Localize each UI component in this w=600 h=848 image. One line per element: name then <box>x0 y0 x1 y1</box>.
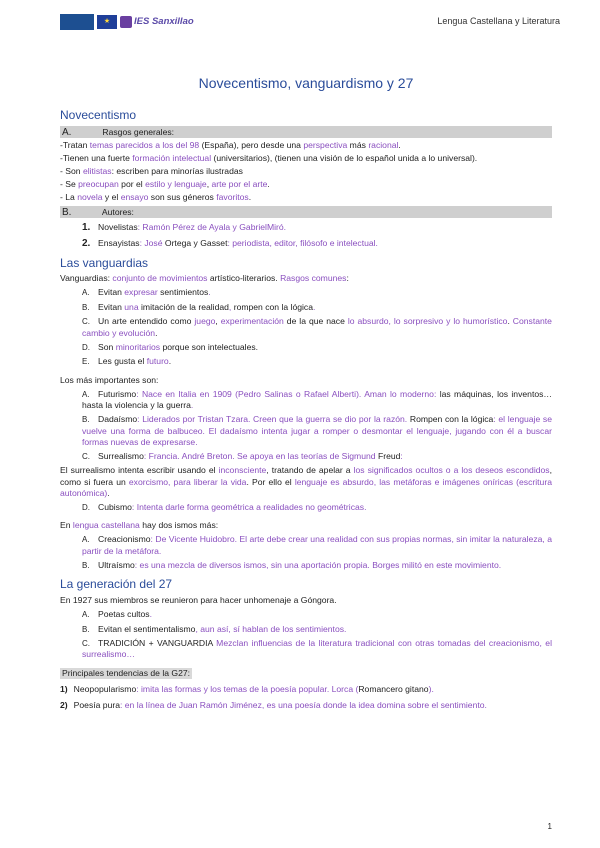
text-line <box>60 179 552 190</box>
plain-text: (España), pero desde una <box>199 139 304 150</box>
bar-letter: A. <box>62 126 72 138</box>
highlight-text: : Liderados por Tristan Tzara. Creen que la guerra se dio por la razón. <box>137 414 410 425</box>
plain-text: Ultraísmo <box>98 560 135 571</box>
plain-text: Vanguardias: <box>60 273 113 284</box>
highlight-text: formación intelectual <box>132 152 212 163</box>
tendencias-label: Principales tendencias de la G27: <box>62 667 191 678</box>
highlight-text: temas parecidos a los del 98 <box>89 139 200 150</box>
highlight-text: novela <box>77 192 103 203</box>
highlight-text: Constante cambio y evolución <box>82 316 552 338</box>
highlight-text: : periodista, editor, filósofo e intelectual. <box>227 237 378 248</box>
highlight-text: estilo y lenguaje <box>145 179 207 190</box>
plain-text: Ensayistas <box>98 237 140 248</box>
lettered-item <box>60 356 552 367</box>
subject-name: Lengua Castellana y Literatura <box>437 16 560 26</box>
plain-text: . <box>507 316 513 327</box>
item-marker: B. <box>82 624 90 634</box>
plain-text: Cubismo <box>98 501 132 512</box>
item-marker: 2) <box>60 699 68 710</box>
text-line <box>60 153 552 164</box>
plain-text: Creacionismo <box>98 534 151 545</box>
highlight-text: Rasgos comunes <box>280 273 347 284</box>
item-marker: D. <box>82 342 90 352</box>
plain-text: rompen con la lógica <box>233 301 314 312</box>
trend-item <box>60 684 552 695</box>
plain-text: de la que nace <box>283 316 348 327</box>
page-number: 1 <box>547 821 552 831</box>
highlight-text: expresar <box>121 287 161 298</box>
plain-text: El surrealismo intenta escribir usando el <box>60 465 219 476</box>
item-marker: A. <box>82 535 90 545</box>
highlight-text: : Intenta darle forma geométrica a realidades no geométricas. <box>131 501 367 512</box>
plain-text: Ortega y Gasset <box>164 237 228 248</box>
highlight-text: . <box>313 301 316 312</box>
lettered-item <box>60 638 552 661</box>
item-marker: 2. <box>82 237 91 249</box>
plain-text: - Son <box>60 166 83 177</box>
bar-letter: B. <box>62 206 72 218</box>
text-line <box>60 520 552 531</box>
plain-text: . <box>107 487 110 498</box>
plain-text: . <box>248 192 252 203</box>
plain-text: Freud <box>377 451 401 461</box>
highlight-text: : Ramón Pérez de Ayala y GabrielMiró. <box>137 221 287 232</box>
item-marker: A. <box>82 389 90 399</box>
page-title: Novecentismo, vanguardismo y 27 <box>198 75 414 91</box>
item-marker: C. <box>82 452 90 461</box>
highlight-text: : Nace en Italia en 1909 (Pedro Salinas o Rafael Alberti). Aman lo moderno: <box>136 388 440 399</box>
plain-text: Evitan <box>98 301 122 312</box>
highlight-text: minoritarios <box>115 341 161 352</box>
highlight-text: , <box>228 301 234 312</box>
bar-label: Rasgos generales: <box>102 126 175 137</box>
plain-text: , <box>215 316 221 327</box>
highlight-text: los significados ocultos o a los deseos escondidos <box>353 465 550 476</box>
plain-text: Romancero gitano <box>358 683 429 694</box>
highlight-text: juego <box>194 316 216 327</box>
plain-text: : <box>346 273 349 284</box>
numbered-item <box>60 221 552 234</box>
highlight-text: : es una mezcla de diversos ismos, sin una aportación propia. Borges militó en este movimiento. <box>134 560 502 571</box>
plain-text: Son <box>98 341 116 352</box>
highlight-text: perspectiva <box>303 139 348 150</box>
section-heading-generacion: La generación del 27 <box>60 577 173 592</box>
plain-text: -Tratan <box>60 139 90 150</box>
xunta-logo <box>60 14 94 30</box>
plain-text: Surrealismo <box>98 451 144 461</box>
plain-text: . <box>267 179 270 190</box>
item-marker: C. <box>82 638 90 648</box>
highlight-text: : De Vicente Huidobro. El arte debe crear una realidad con sus propias normas, sin imitar la naturaleza, a partir de la metáfora. <box>82 534 552 556</box>
eu-flag-icon: ★ <box>97 15 117 29</box>
highlight-text: exorcismo, para liberar la vida <box>128 476 247 487</box>
lettered-item <box>60 534 552 557</box>
item-marker: B. <box>82 415 90 425</box>
highlight-text: ). <box>428 683 434 694</box>
subheading-bar-b <box>60 206 552 218</box>
text-line <box>60 140 552 151</box>
subheading-bar-a <box>60 126 552 138</box>
plain-text: (universitarios), (tienen una visión de lo español unida a lo universal). <box>211 152 478 163</box>
trend-item <box>60 700 552 711</box>
plain-text: . <box>168 356 172 367</box>
highlight-text: lo absurdo, lo sorpresivo y lo humorístico <box>347 316 508 327</box>
highlight-text: lenguaje es absurdo, las metáforas e imágenes oníricas (escritura autonómica) <box>60 476 552 498</box>
plain-text: Evitan el sentimentalismo <box>98 623 196 634</box>
lettered-item <box>60 624 552 635</box>
plain-text: - La <box>60 192 78 203</box>
lettered-item <box>60 414 552 448</box>
lettered-item <box>60 342 552 353</box>
bar-label: Autores: <box>101 206 134 217</box>
text-line <box>60 192 552 203</box>
item-marker: E. <box>82 357 90 367</box>
highlight-text: . <box>149 609 152 620</box>
section-heading-novecentismo: Novecentismo <box>60 108 137 123</box>
plain-text: sentimientos <box>160 287 209 298</box>
plain-text: imitación de la realidad <box>141 301 229 312</box>
ies-logo <box>120 16 194 28</box>
plain-text: Poetas cultos <box>98 609 150 620</box>
plain-text: son sus géneros <box>148 192 217 203</box>
highlight-text: ensayo <box>120 192 149 203</box>
ies-mark-icon <box>120 16 132 28</box>
plain-text: porque son intelectuales. <box>160 341 259 352</box>
text-paragraph <box>60 465 552 499</box>
highlight-text: : Francia. André Breton. Se apoya en las teorías de Sigmund <box>143 451 378 461</box>
plain-text: artístico-literarios. <box>207 273 281 284</box>
item-marker: B. <box>82 561 90 571</box>
highlight-text: racional <box>368 139 399 150</box>
plain-text: Poesía pura <box>73 699 120 710</box>
highlight-text: Mezclan influencias de la literatura tradicional con otras tomadas del creacionismo, el surrealismo… <box>82 637 552 660</box>
lettered-item <box>60 389 552 412</box>
plain-text: Futurismo <box>98 388 137 399</box>
plain-text: y el <box>102 192 121 203</box>
lettered-item <box>60 316 552 339</box>
lettered-item <box>60 609 552 620</box>
highlight-text: favoritos <box>216 192 249 203</box>
highlight-text: : <box>400 451 403 461</box>
plain-text: Neopopularismo <box>73 683 137 694</box>
plain-text: las máquinas, los inventos… hasta la violencia y la guerra <box>82 388 553 411</box>
tendencias-heading <box>60 668 552 679</box>
plain-text: , tratando de apelar a <box>266 465 354 476</box>
lettered-item <box>60 451 552 462</box>
plain-text: Rompen con la lógica <box>409 414 494 425</box>
item-marker: B. <box>82 302 90 312</box>
plain-text: Novelistas <box>98 221 138 232</box>
highlight-text: experimentación <box>220 316 284 327</box>
plain-text: . <box>155 327 158 338</box>
plain-text: más <box>347 139 369 150</box>
highlight-text: : imita las formas y los temas de la poesía popular. Lorca ( <box>136 683 359 694</box>
text-line: En 1927 sus miembros se reunieron para hacer unhomenaje a Góngora. <box>60 595 337 606</box>
highlight-text: : en la línea de Juan Ramón Jiménez, es una poesía donde la idea domina sobre el sentimiento. <box>120 699 487 710</box>
plain-text: TRADICIÓN + VANGUARDIA <box>98 637 213 648</box>
highlight-text: una <box>121 301 142 312</box>
plain-text: Dadaísmo <box>98 414 138 425</box>
plain-text: Evitan <box>98 287 122 298</box>
plain-text: -Tienen una fuerte <box>60 152 133 163</box>
text-line: Los más importantes son: <box>60 374 159 385</box>
highlight-text: lengua castellana <box>72 520 140 531</box>
item-marker: A. <box>82 610 90 620</box>
highlight-text: arte por el arte <box>211 179 268 190</box>
lettered-item <box>60 302 552 313</box>
highlight-text: . <box>190 400 194 411</box>
text-line <box>60 166 552 177</box>
highlight-text: : el lenguaje se vuelve una forma de balbuceo. El dadaísmo intenta jugar a romper o desmontar el lenguaje, jugando con él a buscar formas nuevas de expresarse. <box>82 414 552 447</box>
plain-text: : escriben para minorías ilustradas <box>111 166 243 177</box>
plain-text: . <box>398 139 401 150</box>
item-marker: D. <box>82 502 90 512</box>
numbered-item <box>60 237 552 250</box>
item-marker: A. <box>82 288 90 298</box>
text-line <box>60 273 552 284</box>
plain-text: - Se <box>60 179 79 190</box>
logos <box>60 14 194 30</box>
highlight-text: preocupan <box>78 179 119 190</box>
section-heading-vanguardias: Las vanguardias <box>60 255 149 270</box>
plain-text: , <box>206 179 212 190</box>
highlight-text: conjunto de movimientos <box>112 273 208 284</box>
plain-text: hay dos ismos más: <box>139 520 219 531</box>
highlight-text: futuro <box>146 356 169 367</box>
highlight-text: . <box>208 287 211 298</box>
lettered-item <box>60 502 552 513</box>
plain-text: por el <box>118 179 146 190</box>
highlight-text: : José <box>139 237 165 248</box>
plain-text: Les gusta el <box>98 356 147 367</box>
highlight-text: inconsciente <box>218 465 267 476</box>
plain-text: En <box>60 520 73 531</box>
document-body <box>60 74 552 716</box>
plain-text: , como si fuera un <box>60 465 552 487</box>
lettered-item <box>60 560 552 571</box>
highlight-text: elitistas <box>82 166 112 177</box>
item-marker: 1) <box>60 683 68 694</box>
plain-text: Un arte entendido como <box>98 316 195 327</box>
plain-text: . Por ello el <box>246 476 295 487</box>
ies-logo-text: IES Sanxillao <box>134 15 194 27</box>
item-marker: 1. <box>82 221 91 233</box>
item-marker: C. <box>82 317 90 327</box>
page-header <box>60 14 560 36</box>
highlight-text: , aun así, sí hablan de los sentimientos. <box>195 623 347 634</box>
lettered-item <box>60 287 552 298</box>
